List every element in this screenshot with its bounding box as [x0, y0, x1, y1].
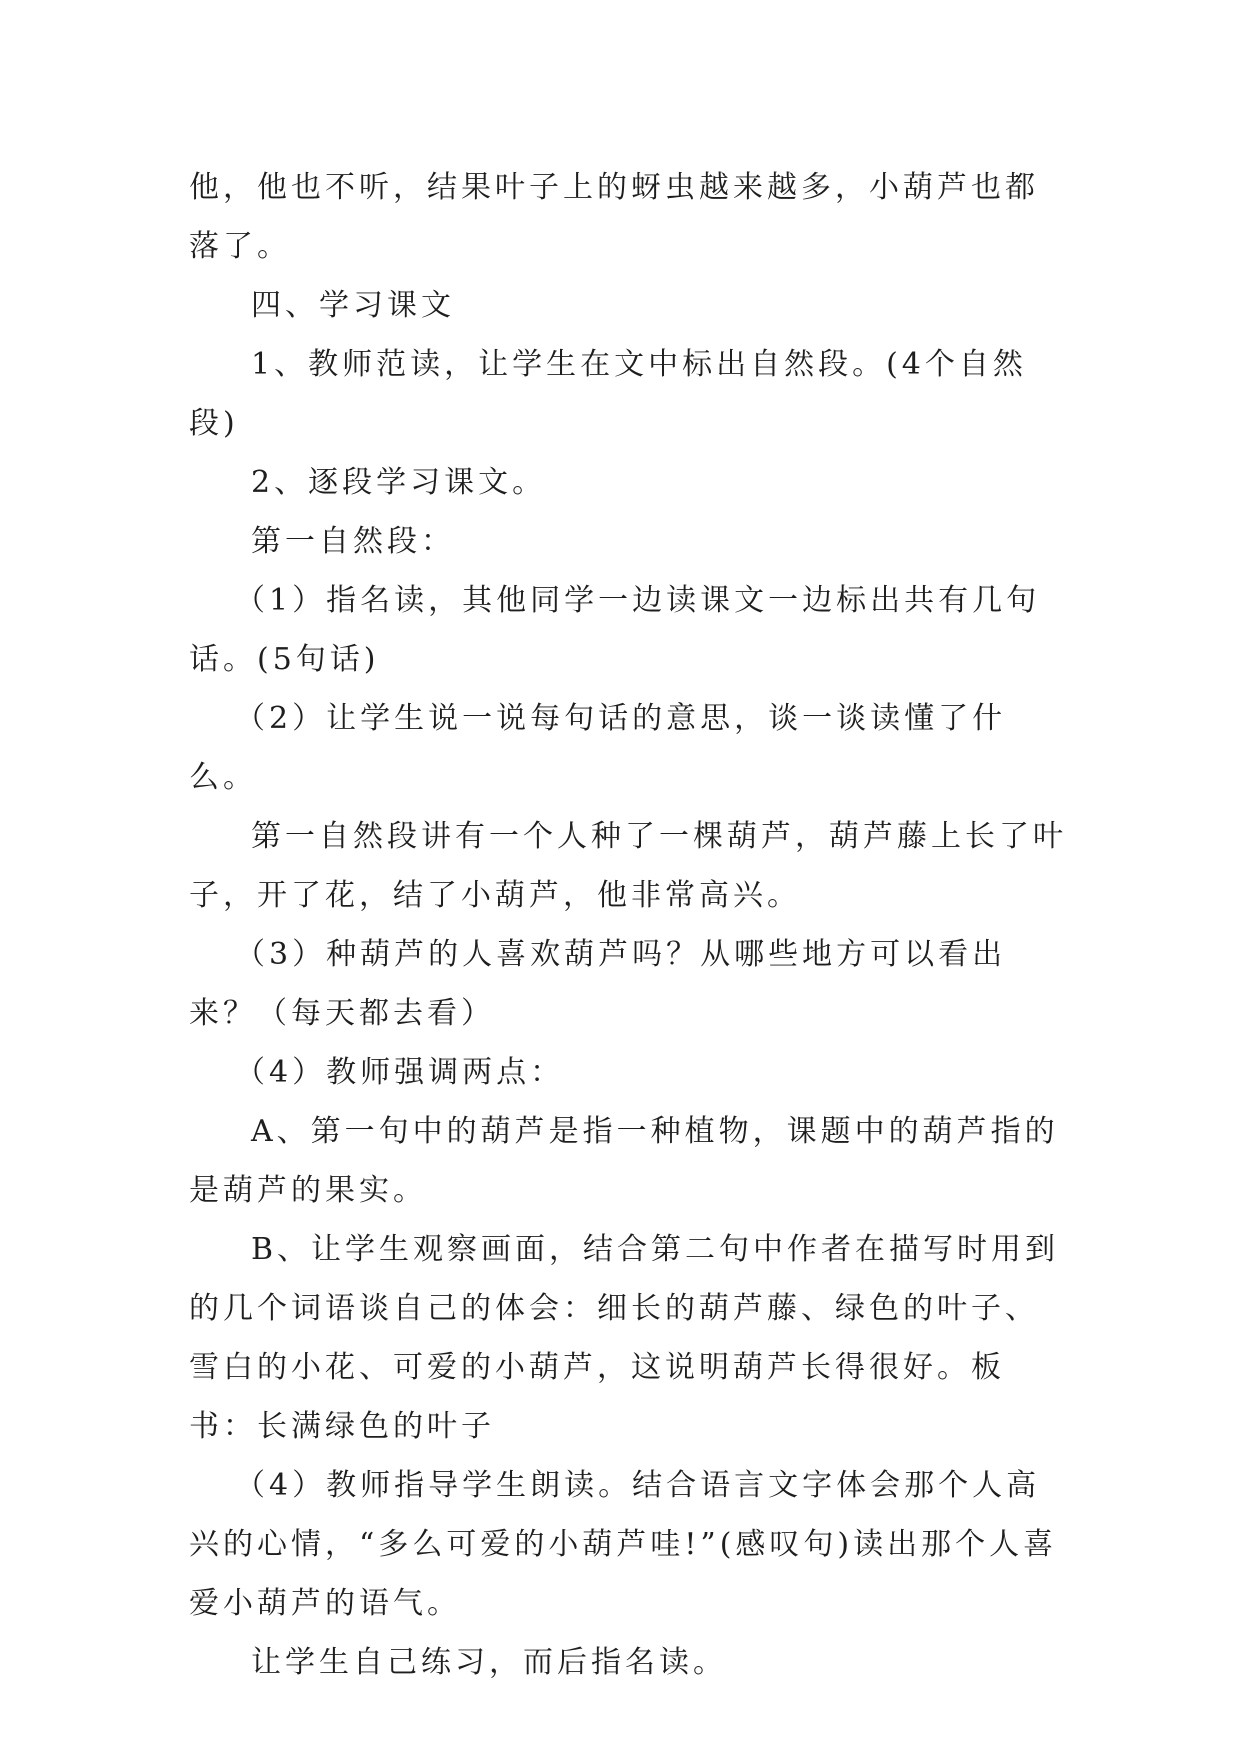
paragraph: （1）指名读，其他同学一边读课文一边标出共有几句话。(5句话)	[189, 583, 1041, 677]
document-body	[189, 158, 1069, 1692]
paragraph: 1、教师范读，让学生在文中标出自然段。(4个自然段)	[189, 347, 1027, 441]
paragraph: 2、逐段学习课文。	[251, 465, 547, 500]
subheading: 第一自然段：	[251, 524, 455, 559]
paragraph: 他，他也不听，结果叶子上的蚜虫越来越多，小葫芦也都落了。	[189, 170, 1039, 264]
paragraph: （2）让学生说一说每句话的意思，谈一谈读懂了什么。	[189, 701, 1007, 795]
paragraph: （4）教师强调两点：	[235, 1055, 565, 1090]
paragraph: 第一自然段讲有一个人种了一棵葫芦，葫芦藤上长了叶子，开了花，结了小葫芦，他非常高兴。	[189, 819, 1067, 913]
paragraph: 让学生自己练习，而后指名读。	[251, 1645, 727, 1680]
paragraph: A、第一句中的葫芦是指一种植物，课题中的葫芦指的是葫芦的果实。	[189, 1114, 1059, 1208]
section-heading: 四、学习课文	[251, 288, 455, 323]
paragraph: （3）种葫芦的人喜欢葫芦吗？从哪些地方可以看出来？（每天都去看）	[189, 937, 1007, 1031]
paragraph: （4）教师指导学生朗读。结合语言文字体会那个人高兴的心情，“多么可爱的小葫芦哇!”(感叹句)读出那个人喜爱小葫芦的语气。	[189, 1468, 1058, 1621]
paragraph: B、让学生观察画面，结合第二句中作者在描写时用到的几个词语谈自己的体会：细长的葫芦藤、绿色的叶子、雪白的小花、可爱的小葫芦，这说明葫芦长得很好。板书：长满绿色的叶子	[189, 1232, 1060, 1444]
